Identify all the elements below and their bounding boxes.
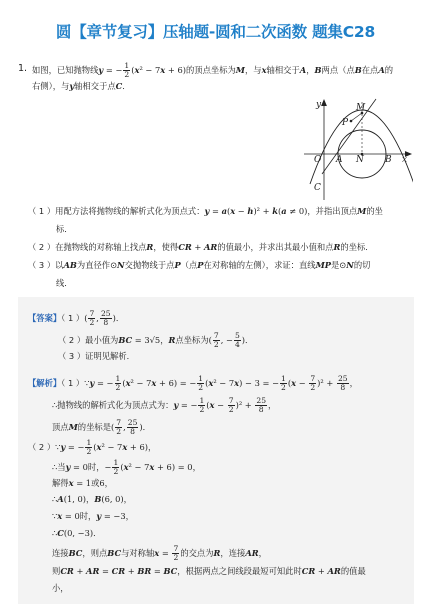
- tangent-line-mp: [322, 99, 376, 174]
- label-b: B: [385, 155, 392, 165]
- label-o: O: [314, 155, 322, 165]
- geometry-figure: [298, 96, 413, 202]
- problem-stem-line-2: 右侧），与y轴相交于点C．: [32, 81, 131, 91]
- solution-line-2: ∴抛物线的解析式化为顶点式为：y = − $\frac{1}{2}$ (x − $\frac{7}{2}$ )² + $\frac{25}{8}$ ，: [52, 396, 277, 414]
- solution-line-1: 【解析】（ 1 ）∵y = − $\frac{1}{2}$ (x² − 7x + 6) = − $\frac{1}{2}$ (x² − 7x) − 3 = − $\frac{1}{2}$ (x − $\frac{7}{2}$ )² + $\frac{25}{8}$ ，: [28, 374, 358, 392]
- solution-line-8: ∵x = 0时，y = −3，: [52, 511, 134, 521]
- solution-tag: 【解析】: [28, 378, 62, 388]
- solution-line-12: 小，: [52, 583, 69, 593]
- point-p: [350, 120, 353, 123]
- solution-line-6: 解得x = 1或6，: [52, 478, 113, 488]
- question-3: （ 3 ）以AB为直径作⊙N交抛物线于点P（点P在对称轴的左侧），求证：直线MP是⊙N的切: [28, 260, 371, 270]
- problem-stem-line-1: 如图，已知抛物线y = − $\frac{1}{2}$ (x² − 7x + 6)的顶点坐标为M，与x轴相交于A，B两点（点B在点A的: [32, 61, 394, 79]
- answer-line-1: 【答案】（ 1 ）( $\frac{7}{2}$ , $\frac{25}{8}$ )．: [28, 309, 125, 327]
- page-title: 圆【章节复习】压轴题-圆和二次函数 题集C28: [55, 23, 376, 41]
- label-m: M: [356, 103, 366, 113]
- parabola-curve: [310, 110, 413, 184]
- problem-number: 1.: [18, 63, 28, 74]
- label-a: A: [336, 155, 343, 165]
- solution-line-10: 连接BC，则点BC与对称轴x = $\frac{7}{2}$ 的交点为R，连接AR，: [52, 544, 267, 562]
- question-1: （ 1 ）用配方法将抛物线的解析式化为顶点式：y = a(x − h)² + k(a ≠ 0)，并指出顶点M的坐: [28, 206, 383, 216]
- answer-tag: 【答案】: [28, 313, 62, 323]
- label-y: y: [316, 100, 322, 110]
- answer-line-2: （ 2 ）最小值为BC = 3√5，R点坐标为( $\frac{7}{2}$ , − $\frac{5}{4}$ )．: [58, 331, 254, 349]
- question-3-cont: 线．: [56, 278, 73, 288]
- solution-line-7: ∴A(1, 0)，B(6, 0)，: [52, 494, 132, 504]
- label-x: x: [402, 155, 408, 165]
- answer-line-3: （ 3 ）证明见解析．: [58, 351, 135, 361]
- label-c: C: [314, 183, 321, 193]
- label-n: N: [356, 155, 364, 165]
- solution-line-4: （ 2 ）∵y = − $\frac{1}{2}$ (x² − 7x + 6)，: [28, 438, 157, 456]
- question-1-cont: 标．: [56, 224, 73, 234]
- solution-line-11: 则CR + AR = CR + BR = BC，根据两点之间线段最短可知此时CR + AR的值最: [52, 566, 366, 576]
- label-p: P: [342, 118, 349, 128]
- solution-line-5: ∴当y = 0时，− $\frac{1}{2}$ (x² − 7x + 6) = 0，: [52, 458, 201, 476]
- question-2: （ 2 ）在抛物线的对称轴上找点R，使得CR + AR的值最小，并求出其最小值和点R的坐标．: [28, 242, 374, 252]
- solution-line-3: 顶点M的坐标是( $\frac{7}{2}$ , $\frac{25}{8}$ )．: [52, 418, 151, 436]
- solution-line-9: ∴C(0, −3)．: [52, 528, 102, 538]
- segment-pm: [351, 113, 362, 121]
